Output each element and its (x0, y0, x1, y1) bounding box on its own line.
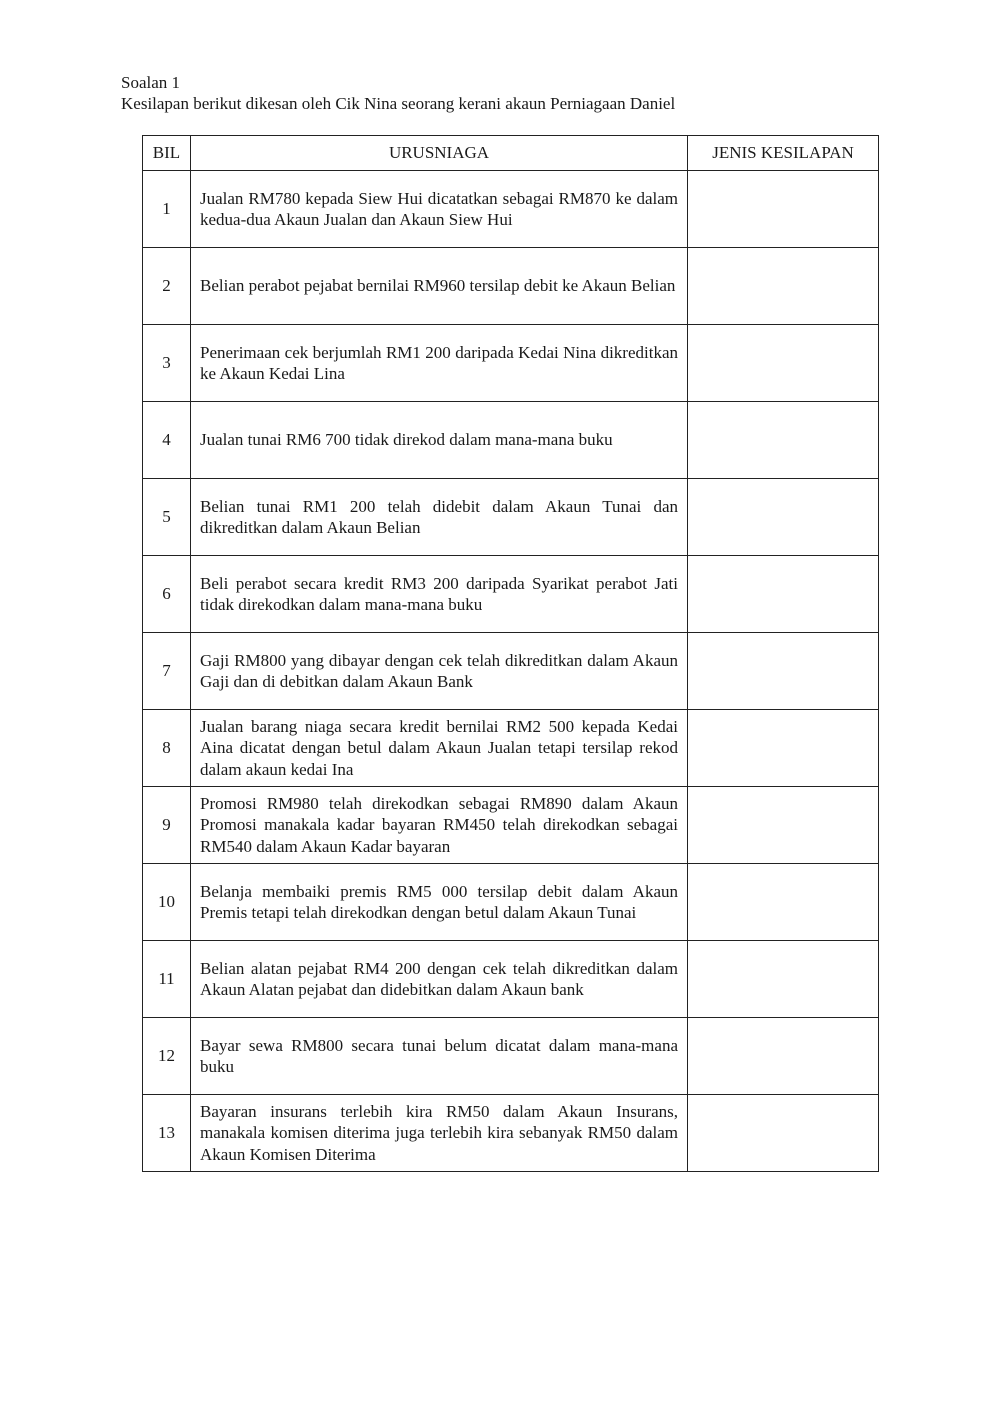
row-number: 2 (143, 248, 191, 325)
transaction-description: Belian tunai RM1 200 telah didebit dalam Akaun Tunai dan dikreditkan dalam Akaun Belian (191, 479, 688, 556)
transaction-description: Penerimaan cek berjumlah RM1 200 daripada Kedai Nina dikreditkan ke Akaun Kedai Lina (191, 325, 688, 402)
table-row (143, 479, 879, 556)
transaction-description: Promosi RM980 telah direkodkan sebagai RM890 dalam Akaun Promosi manakala kadar bayaran RM450 telah direkodkan sebagai RM540 dalam Akaun Kadar bayaran (191, 787, 688, 864)
row-number: 7 (143, 633, 191, 710)
error-type-answer-cell[interactable] (688, 325, 879, 402)
header-jenis-kesilapan: JENIS KESILAPAN (688, 136, 879, 171)
question-number: Soalan 1 (121, 73, 181, 92)
table-row (143, 633, 879, 710)
row-number: 6 (143, 556, 191, 633)
error-type-answer-cell[interactable] (688, 633, 879, 710)
row-number: 12 (143, 1018, 191, 1095)
row-number: 10 (143, 864, 191, 941)
table-row (143, 248, 879, 325)
row-number: 5 (143, 479, 191, 556)
error-table (142, 135, 879, 1172)
heading (121, 72, 675, 114)
error-type-answer-cell[interactable] (688, 1018, 879, 1095)
row-number: 11 (143, 941, 191, 1018)
error-type-answer-cell[interactable] (688, 787, 879, 864)
table-row (143, 325, 879, 402)
error-type-answer-cell[interactable] (688, 556, 879, 633)
error-type-answer-cell[interactable] (688, 171, 879, 248)
error-type-answer-cell[interactable] (688, 248, 879, 325)
row-number: 9 (143, 787, 191, 864)
error-type-answer-cell[interactable] (688, 710, 879, 787)
transaction-description: Belian perabot pejabat bernilai RM960 tersilap debit ke Akaun Belian (191, 248, 688, 325)
error-type-answer-cell[interactable] (688, 1095, 879, 1172)
transaction-description: Belian alatan pejabat RM4 200 dengan cek telah dikreditkan dalam Akaun Alatan pejabat dan didebitkan dalam Akaun bank (191, 941, 688, 1018)
header-bil: BIL (143, 136, 191, 171)
table-row (143, 171, 879, 248)
transaction-description: Jualan tunai RM6 700 tidak direkod dalam mana-mana buku (191, 402, 688, 479)
row-number: 13 (143, 1095, 191, 1172)
transaction-description: Beli perabot secara kredit RM3 200 daripada Syarikat perabot Jati tidak direkodkan dalam mana-mana buku (191, 556, 688, 633)
transaction-description: Gaji RM800 yang dibayar dengan cek telah dikreditkan dalam Akaun Gaji dan di debitkan dalam Akaun Bank (191, 633, 688, 710)
table-row (143, 710, 879, 787)
question-instruction: Kesilapan berikut dikesan oleh Cik Nina seorang kerani akaun Perniagaan Daniel (121, 94, 676, 113)
row-number: 3 (143, 325, 191, 402)
error-type-answer-cell[interactable] (688, 402, 879, 479)
transaction-description: Jualan barang niaga secara kredit bernilai RM2 500 kepada Kedai Aina dicatat dengan betul dalam Akaun Jualan tetapi tersilap rekod dalam akaun kedai Ina (191, 710, 688, 787)
error-type-answer-cell[interactable] (688, 941, 879, 1018)
transaction-description: Bayar sewa RM800 secara tunai belum dicatat dalam mana-mana buku (191, 1018, 688, 1095)
error-type-answer-cell[interactable] (688, 479, 879, 556)
table-row (143, 1095, 879, 1172)
table-row (143, 941, 879, 1018)
row-number: 4 (143, 402, 191, 479)
row-number: 8 (143, 710, 191, 787)
table-row (143, 787, 879, 864)
table-row (143, 556, 879, 633)
transaction-description: Bayaran insurans terlebih kira RM50 dalam Akaun Insurans, manakala komisen diterima juga terlebih kira sebanyak RM50 dalam Akaun Komisen Diterima (191, 1095, 688, 1172)
table-row (143, 1018, 879, 1095)
header-urusniaga: URUSNIAGA (191, 136, 688, 171)
row-number: 1 (143, 171, 191, 248)
transaction-description: Belanja membaiki premis RM5 000 tersilap debit dalam Akaun Premis tetapi telah direkodkan dengan betul dalam Akaun Tunai (191, 864, 688, 941)
table-header-row (143, 136, 879, 171)
transaction-description: Jualan RM780 kepada Siew Hui dicatatkan sebagai RM870 ke dalam kedua-dua Akaun Jualan dan Akaun Siew Hui (191, 171, 688, 248)
table-row (143, 402, 879, 479)
error-type-answer-cell[interactable] (688, 864, 879, 941)
table-row (143, 864, 879, 941)
